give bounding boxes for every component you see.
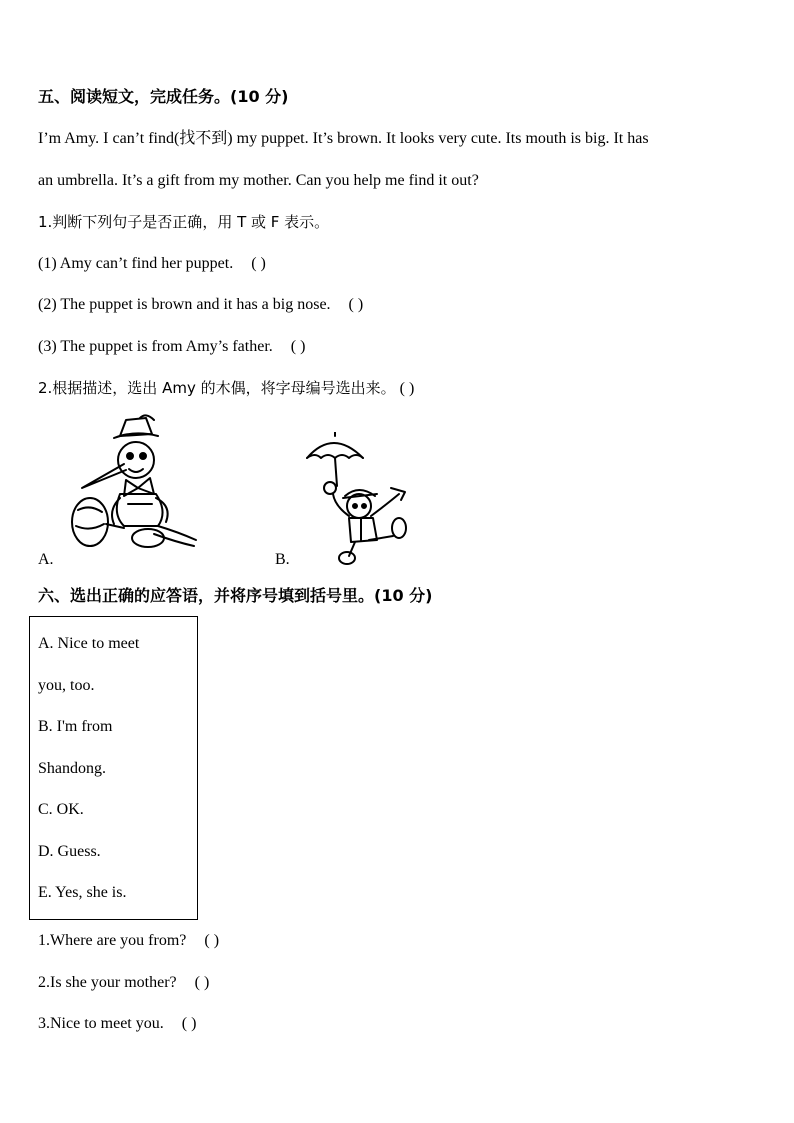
question-2-blank[interactable]: ( ) <box>194 974 210 991</box>
statement-2-text: (2) The puppet is brown and it has a big nose. <box>38 296 331 313</box>
option-b-line1: B. I'm from <box>38 718 113 735</box>
question-3-blank[interactable]: ( ) <box>181 1015 197 1032</box>
answer-blank-3[interactable]: ( ) <box>290 338 306 355</box>
question-1 <box>38 931 219 951</box>
passage-line-2: an umbrella. It’s a gift from my mother. Can you help me find it out? <box>38 172 479 189</box>
task1-instruction: 1.判断下列句子是否正确，用 T 或 F 表示。 <box>38 213 330 231</box>
option-c: C. OK. <box>38 801 84 818</box>
question-1-text: 1.Where are you from? <box>38 932 187 949</box>
statement-3 <box>38 337 305 357</box>
question-2-text: 2.Is she your mother? <box>38 974 177 991</box>
statement-1 <box>38 254 266 274</box>
passage-line-1: I’m Amy. I can’t find(找不到) my puppet. It’s brown. It looks very cute. Its mouth is big. It has <box>38 130 649 147</box>
statement-3-text: (3) The puppet is from Amy’s father. <box>38 338 273 355</box>
answer-blank-1[interactable]: ( ) <box>251 255 266 272</box>
statement-2 <box>38 295 363 315</box>
option-a-line2: you, too. <box>38 677 95 694</box>
statement-1-text: (1) Amy can’t find her puppet. <box>38 255 234 272</box>
section5-heading: 五、阅读短文，完成任务。(10 分) <box>38 87 289 106</box>
task2-instruction: 2.根据描述，选出 Amy 的木偶，将字母编号选出来。 <box>38 379 396 397</box>
section6-heading: 六、选出正确的应答语，并将序号填到括号里。(10 分) <box>38 586 433 605</box>
option-e: E. Yes, she is. <box>38 884 127 901</box>
choice-b-label: B. <box>275 551 290 568</box>
task2-row <box>38 378 414 399</box>
question-2 <box>38 973 209 993</box>
question-3 <box>38 1014 196 1034</box>
option-d: D. Guess. <box>38 843 101 860</box>
answer-blank-2[interactable]: ( ) <box>348 296 364 313</box>
choice-a-label: A. <box>38 551 54 568</box>
option-b-line2: Shandong. <box>38 760 106 777</box>
answer-blank-task2[interactable]: ( ) <box>399 380 415 397</box>
question-3-text: 3.Nice to meet you. <box>38 1015 164 1032</box>
puppet-a-image <box>68 414 203 549</box>
question-1-blank[interactable]: ( ) <box>204 932 220 949</box>
puppet-b-image <box>303 432 413 567</box>
option-a-line1: A. Nice to meet <box>38 635 140 652</box>
